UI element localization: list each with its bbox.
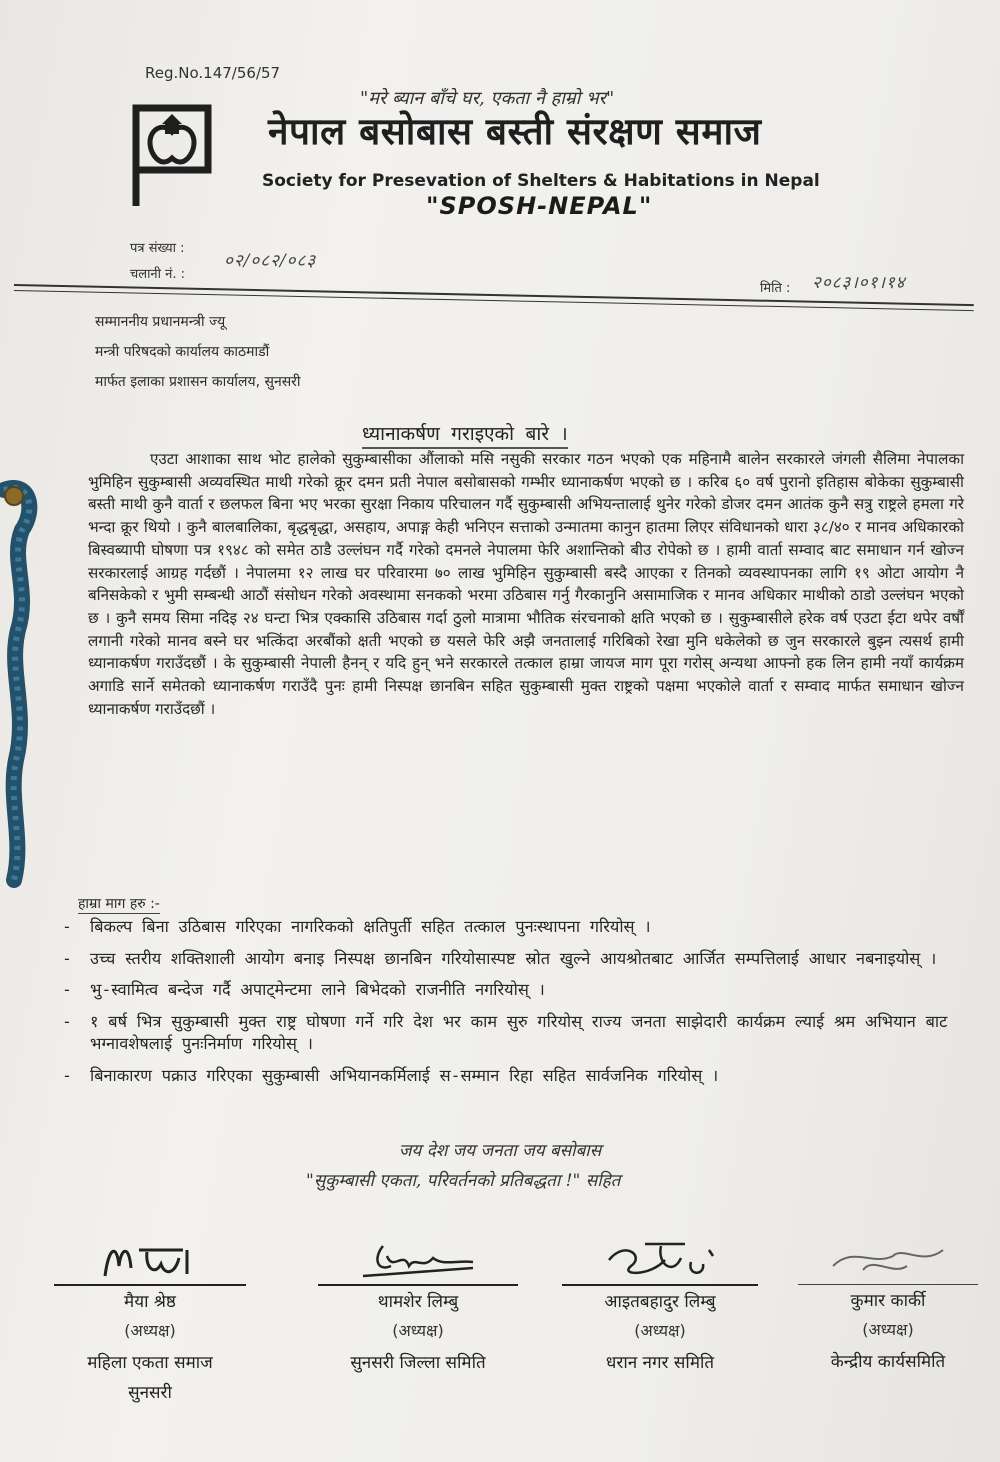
letter-body: एउटा आशाका साथ भोट हालेको सुकुम्बासीका औंलाको मसि नसुकी सरकार गठन भएको एक महिनामै बालेन सरकारले जंगली सैलिमा नेपालका भुमिहिन सुकुम्बासी अव्यवस्थित माथी गरेको क्रूर दमन प्रती नेपाल बसोबासको गम्भीर ध्यानाकर्षण भएको छ । करिब ६० वर्ष पुरानो इतिहास बोकेका सुकुम्बासी बस्ती माथी कुनै वार्ता र छलफल बिना भए भरका सुरक्षा निकाय परिचालन गर्दै सुकुम्बासी अभियन्तालाई थुनेर गरेको डोजर दमन आतंक कुनै सत्रु राष्ट्रले हमला गरे भन्दा क्रूर थियो । कुनै बालबालिका, बृद्धबृद्धा, असहाय, अपाङ्ग केही भनिएन सत्ताको उन्मातमा कानुन हातमा लिएर संविधानको धारा ३८/४० र मानव अधिकारको बिस्वब्यापी घोषणा पत्र १९४८ को समेत ठाडै उल्लंघन गर्दै गरेको दमनले नेपालमा फेरि अशान्तिको बीउ रोपेको छ । हामी वार्ता सम्वाद बाट समाधान गर्न खोज्न सरकारलाई आग्रह गर्दछौं । नेपालमा १२ लाख घर परिवारमा ७० लाख भुमिहिन सुकुम्बासी बस्दै आएका र तिनको व्यवस्थापनका लागि १९ ओटा आयोग नै बनिसकेको र भुमी सम्बन्धी आठौं संसोधन गरेको अवस्थामा सनकको भरमा उठिबास गर्नु गैरकानुनि असामाजिक र मानव अधिकार माथीको ठाडो उल्लंघन भएको छ । कुनै समय सिमा नदिइ २४ घन्टा भित्र एक्कासि उठिबास गर्दा ठुलो मात्रामा भौतिक संरचनाको क्षति भएको छ । सुकुम्बासीले हरेक वर्ष एउटा ईटा थपेर वर्षौं लगानी गरेको मानव बस्ने घर भत्किंदा अरबौंको क्षती भएको छ यसले फेरि अझै जनतालाई गरिबिको रेखा मुनि धकेलेको छ जुन सरकारले बुझ्न त्यसर्थ हामी ध्यानाकर्षण गराउँदछौं । के सुकुम्बासी नेपाली हैनन् र यदि हुन् भने सरकारले तत्काल हाम्रा जायज माग पूरा गरोस् अन्यथा आफ्नो हक लिन हामी नयाँ कार्यक्रम अगाडि सार्ने समेतको ध्यानाकर्षण गराउँदै पुनः हामी निस्पक्ष छानबिन सहित सुकुम्बासी मुक्त राष्ट्रको पक्षमा भएकोले वार्ता र सम्वाद मार्फत समाधान खोज्न ध्यानाकर्षण गराउँदछौं । <box>88 450 964 718</box>
addressee-line-1: सम्माननीय प्रधानमन्त्री ज्यू <box>95 314 226 330</box>
org-logo-icon <box>132 102 252 212</box>
org-motto: "मरे ब्यान बाँचे घर, एकता नै हाम्रो भर" <box>360 88 615 109</box>
signature-4 <box>823 1236 953 1282</box>
addressee-line-3: मार्फत इलाका प्रशासन कार्यालय, सुनसरी <box>95 374 301 390</box>
date-value: २०८३।०१।१४ <box>812 273 906 293</box>
signatory-3 <box>562 1236 758 1378</box>
org-short-name: "SPOSH-NEPAL" <box>426 192 653 220</box>
signatory-role: (अध्यक्ष) <box>392 1321 444 1340</box>
letter-subject: ध्यानाकर्षण गराइएको बारे । <box>362 420 568 449</box>
demand-item: - भु-स्वामित्व बन्देज गर्दै अपाट्मेन्टमा लाने बिभेदको राजनीति नगरियोस् । <box>62 979 962 1002</box>
demand-item: - बिकल्प बिना उठिबास गरिएका नागरिकको क्षतिपुर्ती सहित तत्काल पुनःस्थापना गरियोस् । <box>62 916 962 939</box>
demand-item: - १ बर्ष भित्र सुकुम्बासी मुक्त राष्ट्र घोषणा गर्ने गरि देश भर काम सुरु गरियोस् राज्य जनता साझेदारी कार्यक्रम ल्याई श्रम अभियान बाट भग्नावशेषलाई पुनःनिर्माण गरियोस् । <box>62 1011 962 1056</box>
signatory-name: मैया श्रेष्ठ <box>124 1292 176 1312</box>
org-name-nepali: नेपाल बसोबास बस्ती संरक्षण समाज <box>268 110 762 153</box>
letter-number-value: ०२/०८२/०८३ <box>224 251 317 271</box>
signatory-4 <box>798 1236 978 1377</box>
signatory-name: आइतबहादुर लिम्बु <box>604 1292 716 1312</box>
closing-commitment: "सुकुम्बासी एकता, परिवर्तनको प्रतिबद्धता !" सहित <box>306 1171 621 1191</box>
registration-number: Reg.No.147/56/57 <box>145 64 281 82</box>
signatory-name: थामशेर लिम्बु <box>377 1292 459 1312</box>
dispatch-number-label: चलानी नं. : <box>130 267 186 282</box>
signatory-org: धरान नगर समिति <box>605 1353 715 1373</box>
signatory-org-2: सुनसरी <box>128 1383 172 1403</box>
letter-number-label: पत्र संख्या : <box>130 241 185 256</box>
signature-3 <box>595 1236 725 1282</box>
signatory-org: सुनसरी जिल्ला समिति <box>350 1353 486 1373</box>
signature-2 <box>353 1236 483 1282</box>
signature-1 <box>95 1236 205 1282</box>
demand-item: - उच्च स्तरीय शक्तिशाली आयोग बनाइ निस्पक्ष छानबिन गरियोसास्पष्ट स्रोत खुल्ने आयश्रोतबाट आर्जित सम्पत्तिलाई आधार नबनाइयोस् । <box>62 948 962 971</box>
demand-item: - बिनाकारण पक्राउ गरिएका सुकुम्बासी अभियानकर्मिलाई स-सम्मान रिहा सहित सार्वजनिक गरियोस् । <box>62 1065 962 1088</box>
signatory-role: (अध्यक्ष) <box>634 1321 686 1340</box>
signatory-org: केन्द्रीय कार्यसमिति <box>830 1352 946 1372</box>
closing-slogan: जय देश जय जनता जय बसोबास <box>398 1141 602 1161</box>
date-label: मिति : <box>760 281 791 296</box>
signatory-2 <box>318 1236 518 1378</box>
signatory-role: (अध्यक्ष) <box>124 1321 176 1340</box>
demands-title: हाम्रा माग हरु :- <box>78 896 160 912</box>
signatory-org: महिला एकता समाज <box>87 1353 213 1373</box>
signatory-1 <box>66 1236 234 1408</box>
addressee-line-2: मन्त्री परिषदको कार्यालय काठमाडौं <box>95 344 270 360</box>
signatory-name: कुमार कार्की <box>850 1291 926 1311</box>
demands-list <box>62 916 962 1096</box>
rope-tie-decoration <box>0 470 50 890</box>
signatory-role: (अध्यक्ष) <box>862 1320 914 1339</box>
org-name-english: Society for Presevation of Shelters & Habitations in Nepal <box>262 171 820 191</box>
